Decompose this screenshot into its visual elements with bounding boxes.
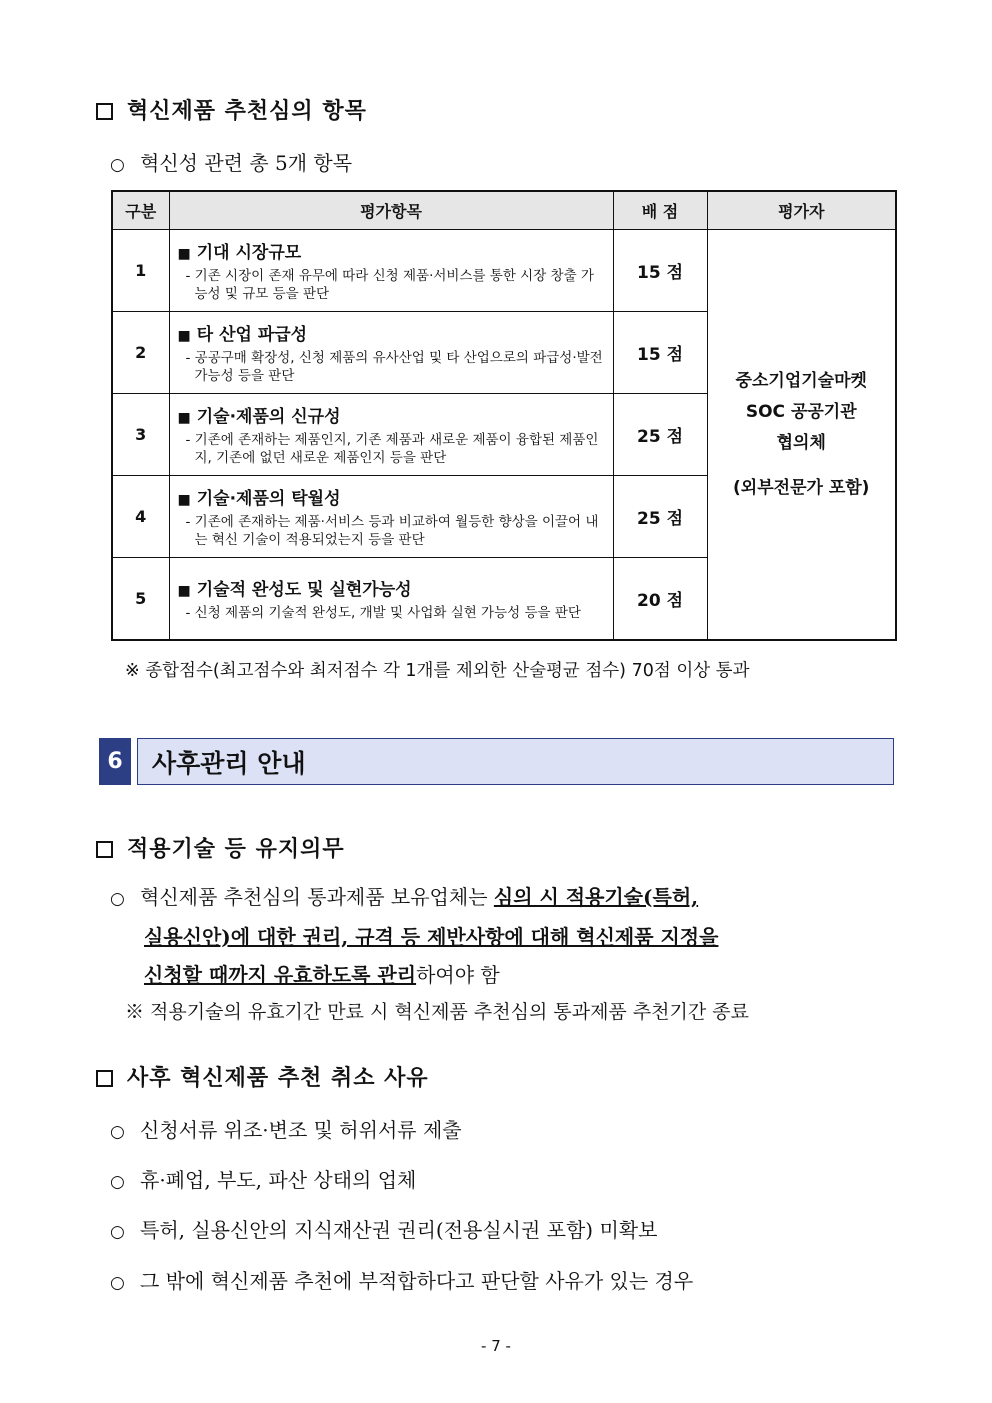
page-number: - 7 - [481, 1337, 511, 1355]
para-line-2 [110, 918, 900, 956]
evaluation-table [111, 190, 897, 641]
section-heading-cancel [96, 1061, 429, 1092]
row-item [169, 394, 613, 476]
list-item [110, 1265, 693, 1294]
row-item [169, 312, 613, 394]
heading-text: 적용기술 등 유지의무 [127, 836, 345, 862]
bullet-criteria-count [110, 147, 352, 176]
item-title [178, 575, 605, 600]
black-square-icon: ■ [177, 246, 191, 262]
checkbox-square-icon [96, 103, 113, 120]
para-underlined: 신청할 때까지 유효하도록 관리 [144, 963, 417, 987]
list-item-text: 신청서류 위조·변조 및 허위서류 제출 [140, 1118, 462, 1142]
rater-line: (외부전문가 포함) [733, 477, 870, 498]
checkbox-square-icon [96, 1070, 113, 1087]
section-number-badge: 6 [99, 738, 131, 785]
rater-line: SOC 공공기관 [745, 401, 857, 422]
circle-bullet-icon: ○ [110, 889, 125, 909]
heading-text: 혁신제품 추천심의 항목 [127, 98, 367, 124]
circle-bullet-icon: ○ [110, 1222, 125, 1242]
table-row [112, 230, 896, 312]
list-item-text: 휴·폐업, 부도, 파산 상태의 업체 [140, 1168, 417, 1192]
list-item [110, 1214, 657, 1243]
list-item [110, 1164, 416, 1193]
header-score: 배 점 [613, 191, 707, 230]
row-number: 2 [112, 312, 169, 394]
item-title [178, 238, 605, 263]
list-item-text: 그 밖에 혁신제품 추천에 부적합하다고 판단할 사유가 있는 경우 [140, 1269, 694, 1293]
item-title-text: 기술적 완성도 및 실현가능성 [196, 580, 412, 600]
para-underlined: 심의 시 적용기술(특허, [493, 885, 699, 909]
bullet-text: 혁신성 관련 총 5개 항목 [140, 151, 353, 175]
section-heading-criteria [96, 94, 367, 125]
circle-bullet-icon: ○ [110, 1172, 125, 1192]
rater-line: 협의체 [776, 432, 826, 453]
header-item: 평가항목 [169, 191, 613, 230]
black-square-icon: ■ [177, 583, 191, 599]
section-heading-maintain [96, 832, 345, 863]
item-description: - 신청 제품의 기술적 완성도, 개발 및 사업화 실현 가능성 등을 판단 [185, 605, 581, 621]
row-score: 25 점 [613, 476, 707, 558]
row-item [169, 476, 613, 558]
item-description: - 기존 시장이 존재 유무에 따라 신청 제품·서비스를 통한 시장 창출 가능성 및 규모 등을 판단 [185, 268, 594, 302]
header-category: 구분 [112, 191, 169, 230]
para-text: 하여야 함 [416, 963, 500, 987]
black-square-icon: ■ [177, 492, 191, 508]
table-header-row [112, 191, 896, 230]
row-number: 1 [112, 230, 169, 312]
row-score: 15 점 [613, 230, 707, 312]
header-rater: 평가자 [707, 191, 896, 230]
list-item [110, 1114, 462, 1143]
heading-text: 사후 혁신제품 추천 취소 사유 [127, 1065, 429, 1091]
black-square-icon: ■ [177, 328, 191, 344]
row-number: 3 [112, 394, 169, 476]
row-score: 25 점 [613, 394, 707, 476]
item-description: - 기존에 존재하는 제품·서비스 등과 비교하여 월등한 향상을 이끌어 내는 혁신 기술이 적용되었는지 등을 판단 [185, 514, 599, 548]
item-title-text: 기대 시장규모 [196, 243, 302, 263]
row-score: 20 점 [613, 558, 707, 641]
pass-criteria-note: ※ 종합점수(최고점수와 최저점수 각 1개를 제외한 산술평균 점수) 70점 이상 통과 [125, 661, 750, 681]
row-item [169, 558, 613, 641]
row-item [169, 230, 613, 312]
item-title [178, 402, 605, 427]
list-item-text: 특허, 실용신안의 지식재산권 권리(전용실시권 포함) 미확보 [140, 1218, 658, 1242]
circle-bullet-icon: ○ [110, 1273, 125, 1293]
maintain-paragraph [110, 878, 900, 994]
item-title [178, 320, 605, 345]
maintain-note: ※ 적용기술의 유효기간 만료 시 혁신제품 추천심의 통과제품 추천기간 종료 [125, 1001, 749, 1023]
row-number: 4 [112, 476, 169, 558]
row-score: 15 점 [613, 312, 707, 394]
item-title-text: 기술·제품의 탁월성 [196, 489, 341, 509]
item-title [178, 484, 605, 509]
item-title-text: 타 산업 파급성 [196, 325, 308, 345]
item-description: - 공공구매 확장성, 신청 제품의 유사산업 및 타 산업으로의 파급성·발전 가능성 등을 판단 [185, 350, 603, 384]
item-description: - 기존에 존재하는 제품인지, 기존 제품과 새로운 제품이 융합된 제품인지, 기존에 없던 새로운 제품인지 등을 판단 [185, 432, 599, 466]
para-text: 혁신제품 추천심의 통과제품 보유업체는 [140, 885, 494, 909]
section-title-box [137, 738, 894, 785]
item-title-text: 기술·제품의 신규성 [196, 407, 341, 427]
section-title: 사후관리 안내 [152, 748, 306, 778]
para-line-1 [110, 878, 900, 918]
para-line-3 [110, 956, 900, 994]
checkbox-square-icon [96, 841, 113, 858]
black-square-icon: ■ [177, 410, 191, 426]
rater-cell [707, 230, 896, 641]
row-number: 5 [112, 558, 169, 641]
circle-bullet-icon: ○ [110, 1122, 125, 1142]
rater-line: 중소기업기술마켓 [735, 370, 867, 391]
circle-bullet-icon: ○ [110, 155, 125, 175]
para-underlined: 실용신안)에 대한 권리, 규격 등 제반사항에 대해 혁신제품 지정을 [144, 925, 719, 949]
